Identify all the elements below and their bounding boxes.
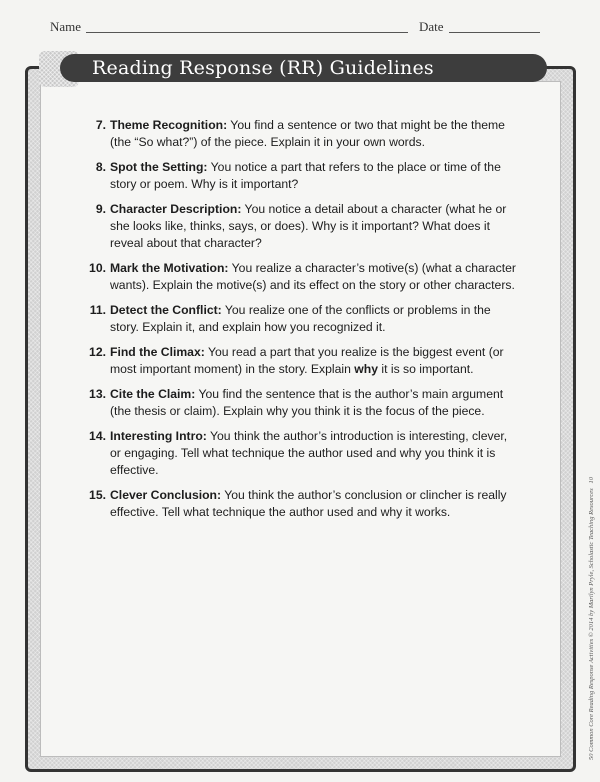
- item-number: 8.: [95, 160, 106, 174]
- item-text: You notice a detail about a character (what he or she looks like, thinks, says, or does). Why is it important? What does it reveal about that character?: [110, 202, 507, 250]
- item-term: Mark the Motivation:: [110, 261, 229, 275]
- guidelines-list: [88, 117, 520, 529]
- item-number: 12.: [89, 345, 106, 359]
- item-number: 14.: [89, 429, 106, 443]
- item-text: You notice a part that refers to the place or time of the story or poem. Why is it important?: [110, 160, 501, 191]
- item-term: Interesting Intro:: [110, 429, 207, 443]
- list-item: [88, 260, 520, 294]
- name-line: [86, 32, 408, 33]
- item-number: 7.: [95, 118, 106, 132]
- item-term: Character Description:: [110, 202, 242, 216]
- side-credit: [588, 477, 595, 760]
- item-number: 10.: [89, 261, 106, 275]
- header-row: [50, 16, 590, 36]
- item-text: You read a part that you realize is the biggest event (or most important moment) in the story. Explain: [110, 345, 504, 376]
- item-text: You think the author’s introduction is interesting, clever, or engaging. Tell what technique the author used and why you think it is effective.: [110, 429, 508, 477]
- item-term: Cite the Claim:: [110, 387, 196, 401]
- item-text: You find a sentence or two that might be the theme (the “So what?”) of the piece. Explain it in your own words.: [110, 118, 505, 149]
- item-number: 9.: [95, 202, 106, 216]
- item-number: 13.: [89, 387, 106, 401]
- item-term: Clever Conclusion:: [110, 488, 222, 502]
- item-term: Spot the Setting:: [110, 160, 208, 174]
- item-term: Theme Recognition:: [110, 118, 228, 132]
- list-item: [88, 117, 520, 151]
- item-text-after: it is so important.: [378, 362, 474, 376]
- item-text: You find the sentence that is the author’s main argument (the thesis or claim). Explain why you think it is the focus of the piece.: [110, 387, 504, 418]
- list-item: [88, 344, 520, 378]
- list-item: [88, 386, 520, 420]
- list-item: [88, 201, 520, 252]
- name-label: Name: [50, 19, 82, 34]
- item-number: 15.: [89, 488, 106, 502]
- item-emphasis: why: [354, 362, 378, 376]
- item-text: You realize a character’s motive(s) (what a character wants). Explain the motive(s) and its effect on the story or other characters.: [110, 261, 516, 292]
- list-item: [88, 428, 520, 479]
- item-term: Detect the Conflict:: [110, 303, 222, 317]
- credit-text: 50 Common Core Reading Response Activities © 2014 by Marilyn Pryle, Scholastic Teaching Resources: [588, 488, 595, 760]
- list-item: [88, 302, 520, 336]
- date-line: [449, 32, 540, 33]
- item-text: You realize one of the conflicts or problems in the story. Explain it, and explain how you recognized it.: [110, 303, 491, 334]
- item-text: You think the author’s conclusion or clincher is really effective. Tell what technique the author used and why it works.: [110, 488, 507, 519]
- page-number: 10: [588, 476, 595, 484]
- list-item: [88, 487, 520, 521]
- date-label: Date: [419, 19, 444, 34]
- page-title: Reading Response (RR) Guidelines: [92, 57, 434, 79]
- item-term: Find the Climax:: [110, 345, 205, 359]
- item-number: 11.: [89, 303, 106, 317]
- list-item: [88, 159, 520, 193]
